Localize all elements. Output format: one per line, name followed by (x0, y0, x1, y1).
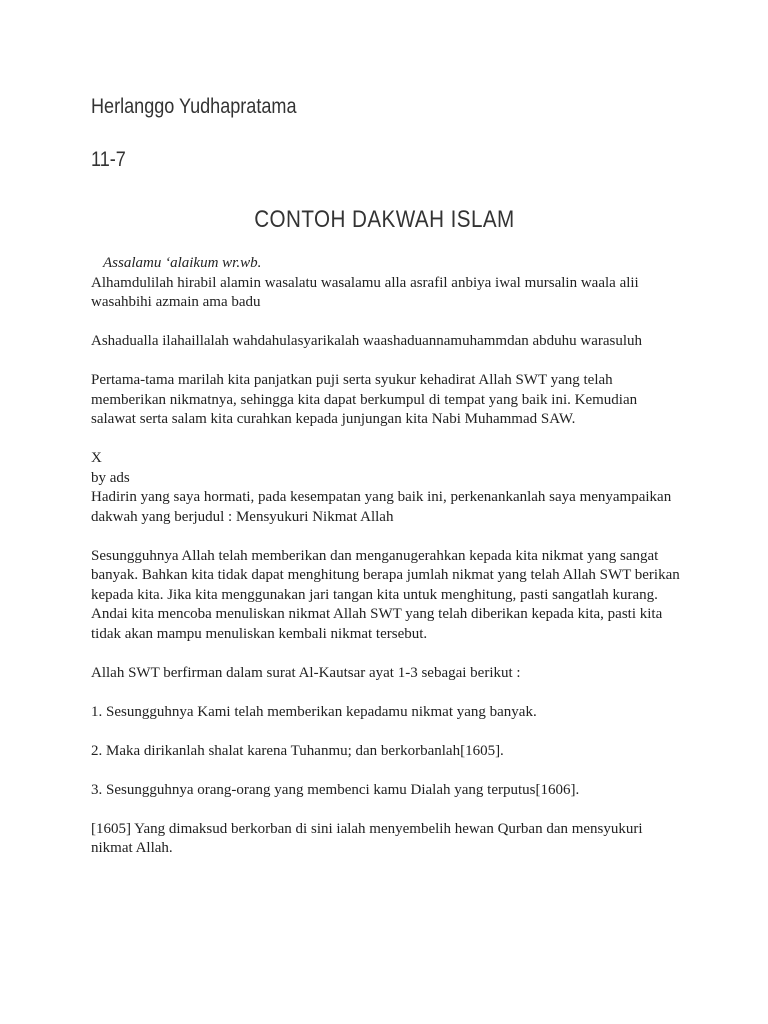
document-title (0, 205, 768, 235)
verse-2: 2. Maka dirikanlah shalat karena Tuhanmu; dan berkorbanlah[1605]. (91, 742, 504, 759)
paragraph-shahada: Ashadualla ilahaillalah wahdahulasyarikalah waashaduannamuhammdan abduhu warasuluh (91, 333, 643, 349)
paragraph-blessings: Sesungguhnya Allah telah memberikan dan menganugerahkan kepada kita nikmat yang sangat banyak. Bahkan kita tidak dapat menghitung berapa jumlah nikmat yang telah Allah SWT berikan kepada kita. Jika kita menggunakan jari tangan kita untuk menghitung, pasti sangatlah kurang. Andai kita mencoba menuliskan nikmat Allah SWT yang telah diberikan kepada kita, pasti kita tidak akan mampu menuliskan kembali nikmat tersebut. (91, 547, 680, 642)
paragraph-gap (91, 761, 681, 781)
paragraph-gap (91, 313, 681, 333)
paragraph-gap (91, 722, 681, 742)
paragraph-gap (91, 644, 681, 664)
document-title-text: CONTOH DAKWAH ISLAM (253, 206, 515, 233)
document-body (91, 254, 681, 859)
paragraph-gap (91, 527, 681, 547)
author-name: Herlanggo Yudhapratama (91, 95, 297, 118)
paragraph-surah-intro: Allah SWT berfirman dalam surat Al-Kautsar ayat 1-3 sebagai berikut : (91, 664, 521, 681)
paragraph-gap (91, 430, 681, 450)
paragraph-gap (91, 800, 681, 820)
verse-3: 3. Sesungguhnya orang-orang yang membenci kamu Dialah yang terputus[1606]. (91, 781, 580, 798)
greeting: Assalamu ‘alaikum wr.wb. (103, 255, 262, 271)
paragraph-opening-praise: Alhamdulilah hirabil alamin wasalatu wasalamu alla asrafil anbiya iwal mursalin waala alii wasahbihi azmain ama badu (91, 274, 639, 310)
class-id: 11-7 (91, 148, 126, 171)
paragraph-gap (91, 352, 681, 372)
paragraph-gratitude: Pertama-tama marilah kita panjatkan puji serta syukur kehadirat Allah SWT yang telah memberikan nikmatnya, sehingga kita dapat berkumpul di tempat yang baik ini. Kemudian salawat serta salam kita curahkan kepada junjungan kita Nabi Muhammad SAW. (91, 372, 638, 427)
paragraph-gap (91, 683, 681, 703)
ad-label: by ads (91, 469, 130, 486)
paragraph-introduction: Hadirin yang saya hormati, pada kesempatan yang baik ini, perkenankanlah saya menyampaikan dakwah yang berjudul : Mensyukuri Nikmat Allah (91, 489, 672, 525)
footnote-1605: [1605] Yang dimaksud berkorban di sini ialah menyembelih hewan Qurban dan mensyukuri nikmat Allah. (91, 820, 643, 856)
ad-close-button[interactable]: X (91, 450, 102, 466)
verse-1: 1. Sesungguhnya Kami telah memberikan kepadamu nikmat yang banyak. (91, 703, 537, 720)
